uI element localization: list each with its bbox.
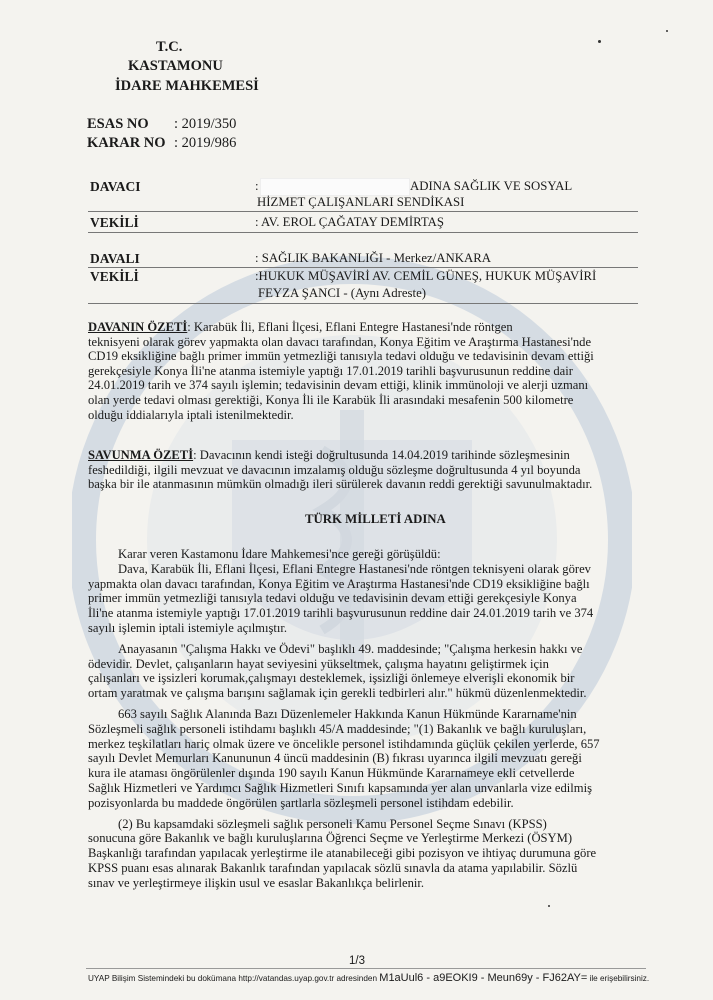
savunma-line: feshedildiği, ilgili mevzuat ve davacının imzalamış olduğu sözleşme doğrultusunda 4 yıl boyunda	[88, 462, 581, 477]
divider	[88, 303, 638, 304]
header-city: KASTAMONU	[128, 58, 223, 74]
body-paragraph-1: Karar veren Kastamonu İdare Mahkemesi'nce gereği görüşüldü:	[118, 547, 441, 561]
esas-value: : 2019/350	[174, 116, 237, 132]
verification-code: M1aUul6 - a9EOKI9 - Meun69y - FJ62AY=	[379, 972, 588, 984]
karar-label: KARAR NO	[87, 135, 166, 151]
vekili2-line2: FEYZA ŞANCI - (Aynı Adreste)	[258, 286, 427, 300]
decision-title: TÜRK MİLLETİ ADINA	[305, 512, 446, 526]
vekili2-line1: :HUKUK MÜŞAVİRİ AV. CEMİL GÜNEŞ, HUKUK MÜŞAVİRİ	[255, 269, 597, 283]
davali-label: DAVALI	[90, 251, 140, 266]
ozet-line: gerekçesiyle Konya İli'ne atanma istemiyle yaptığı 17.01.2019 tarihli başvurusunun reddine dair	[88, 363, 573, 378]
divider	[88, 211, 638, 212]
savunma-label: SAVUNMA ÖZETİ	[88, 448, 194, 462]
vekili2-label: VEKİLİ	[90, 269, 139, 284]
header-court: İDARE MAHKEMESİ	[115, 78, 259, 94]
davaci-label: DAVACI	[90, 179, 141, 194]
divider	[88, 267, 638, 268]
vekili1-label: VEKİLİ	[90, 215, 139, 230]
ozet-line: 24.01.2019 tarih ve 374 sayılı işlemin; tedavisinin devam ettiği, klinik immünoloji ve alerji uzmanı	[88, 378, 589, 393]
ozet-line: DAVANIN ÖZETİ: Karabük İli, Eflani İlçesi, Eflani Entegre Hastanesi'nde röntgen	[88, 320, 513, 334]
davaci-line2: HİZMET ÇALIŞANLARI SENDİKASI	[257, 195, 465, 209]
scan-speck	[598, 40, 601, 43]
scan-speck	[548, 905, 550, 907]
header-tc: T.C.	[156, 39, 183, 55]
ozet-line: CD19 eksikliğine bağlı primer immün yetmezliği tanısıyla tedavi olduğu ve tedavisinin devam ettiği	[88, 349, 594, 364]
scan-speck	[666, 30, 668, 32]
davaci-colon: :	[255, 179, 259, 193]
davaci-line1: ADINA SAĞLIK VE SOSYAL	[410, 179, 573, 193]
ozet-line: olduğu iddialarıyla iptali istenilmektedir.	[88, 407, 294, 422]
ozet-line: olan yerde tedavi olması gerektiği, Konya İli ile Karabük İli arasındaki mesafenin 500 kilometre	[88, 392, 574, 407]
page-number: 1/3	[349, 955, 365, 967]
decision-body: Karar veren Kastamonu İdare Mahkemesi'nce gereği görüşüldü: Dava, Karabük İli, Eflani İlçesi, Eflani Entegre Hastanesi'nde röntgen teknisyeni olarak görev yapmakta olan davacı tarafından, Konya Eğitim ve Araştırma Hastanesi'nde CD19 eksikliğine bağlı primer immün yetmezliği tanısıyla tedavi olduğu ve tedavisinin devam ettiği gerekçesiyle Konya İli'ne atanma istemiyle yaptığı 17.01.2019 tarihli başvurusunun reddine dair 24.01.2019 tarih ve 374 sayılı işlemin iptali istemiyle açılmıştır. Anayasanın "Çalışma Hakkı ve Ödevi" başlıklı 49. maddesinde; "Çalışma herkesin hakkı ve ödevidir. Devlet, çalışanların hayat seviyesini yükseltmek, çalışma hayatını geliştirmek için çalışanları ve işsizleri korumak,çalışmayı desteklemek, işsizliği önlemeye elverişli ekonomik bir ortam yaratmak ve çalışma barışını sağlamak için gerekli tedbirleri alır." hükmü düzenlenmektedir. 663 sayılı Sağlık Alanında Bazı Düzenlemeler Hakkında Kanun Hükmünde Kararname'nin Sözleşmeli sağlık personeli istihdamı başlıklı 45/A maddesinde; "(1) Bakanlık ve bağlı kuruluşları, merkez teşkilatları hariç olmak üzere ve öncelikle personel istihdamında güçlük çekilen yerlerde, 657 sayılı Devlet Memurları Kanununun 4 üncü maddesinin (B) fıkrası uyarınca ilgili mevzuatı gereği kura ile ataması öngörülenler dışında 190 sayılı Kanun Hükmünde Kararnameye ekli cetvellerde Sağlık Hizmetleri ve Yardımcı Sağlık Hizmetleri Sınıfı kapsamında yer alan unvanlarla vize edilmiş pozisyonlarda bu maddede öngörülen şartlarla sözleşmeli personel istihdam edebilir. (2) Bu kapsamdaki sözleşmeli sağlık personeli Kamu Personel Seçme Sınavı (KPSS) sonucuna göre Bakanlık ve bağlı kuruluşlarına Öğrenci Seçme ve Yerleştirme Merkezi (ÖSYM) Başkanlığı tarafından yapılacak yerleştirme ile atanabileceği gibi pozisyon ve ihtiyaç durumuna göre KPSS puanı esas alınarak Bakanlık tarafından yapılacak sözlü sınavla da atama yapılabilir. Sözlü sınav ve yerleştirmeye ilişkin usul ve esaslar Bakanlıkça belirlenir.	[88, 547, 636, 891]
karar-value: : 2019/986	[174, 135, 237, 151]
footer-rule	[86, 968, 646, 969]
savunma-line: başka bir ile atanmasının mümkün olmadığı ileri sürülerek davanın reddi gerektiği savunulmaktadır.	[88, 477, 593, 492]
davali-value: : SAĞLIK BAKANLIĞI - Merkez/ANKARA	[255, 251, 491, 265]
footer-uyap: UYAP Bilişim Sistemindeki bu dokümana http://vatandas.uyap.gov.tr adresinden M1aUul6 - a9EOKI9 - Meun69y - FJ62AY= ile erişebilirsiniz.	[88, 972, 650, 984]
davanin-ozeti-section	[88, 320, 633, 422]
ozet-label: DAVANIN ÖZETİ	[88, 320, 188, 334]
savunma-ozeti-section: SAVUNMA ÖZETİ: Davacının kendi isteği doğrultusunda 14.04.2019 tarihinde sözleşmesinin feshedildiği, ilgili mevzuat ve davacının imzalamış olduğu sözleşme doğrultusunda 4 yıl boyunda başka bir ile atanmasının mümkün olmadığı ileri sürülerek davanın reddi gerektiği savunulmaktadır.	[88, 448, 633, 492]
divider	[88, 232, 638, 233]
redacted-name	[260, 178, 410, 196]
ozet-line: teknisyeni olarak görev yapmakta olan davacı tarafından, Konya Eğitim ve Araştırma Hastanesi'nde	[88, 334, 592, 349]
vekili1-value: : AV. EROL ÇAĞATAY DEMİRTAŞ	[255, 215, 445, 229]
esas-label: ESAS NO	[87, 116, 149, 132]
